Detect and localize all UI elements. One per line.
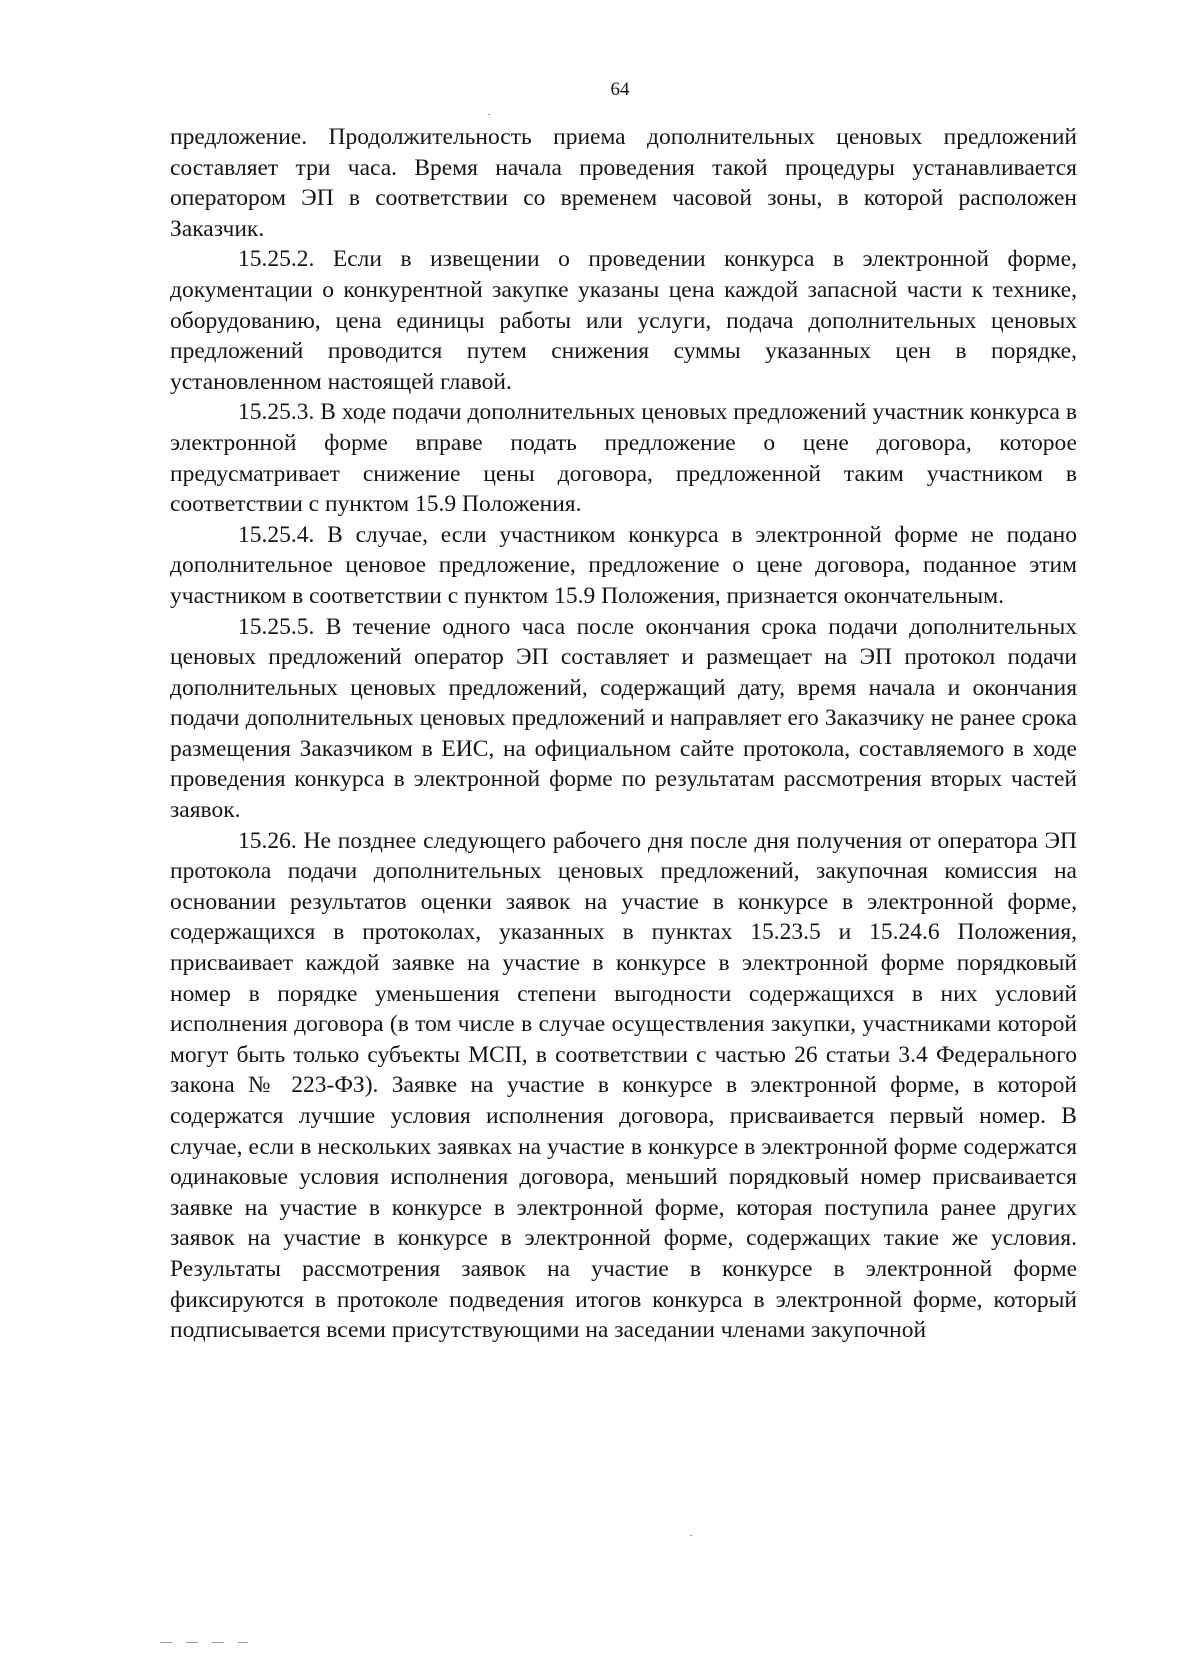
paragraph-continuation: предложение. Продолжительность приема дополнительных ценовых предложений составляет три часа. Время начала проведения такой процедуры устанавливается оператором ЭП в соответствии со временем часовой зоны, в которой расположен Заказчик. xyxy=(170,124,1077,242)
page-number: 64 xyxy=(610,79,630,100)
scan-speck xyxy=(160,1642,172,1643)
paragraph-15-25-5: 15.25.5. В течение одного часа после окончания срока подачи дополнительных ценовых предложений оператор ЭП составляет и размещает на ЭП протокол подачи дополнительных ценовых предложений, содержащий дату, время начала и окончания подачи дополнительных ценовых предложений и направляет его Заказчику не ранее срока размещения Заказчиком в ЕИС, на официальном сайте протокола, составляемого в ходе проведения конкурса в электронной форме по результатам рассмотрения вторых частей заявок. xyxy=(170,613,1077,824)
paragraph-15-25-2: 15.25.2. Если в извещении о проведении конкурса в электронной форме, документации о конкурентной закупке указаны цена каждой запасной части к технике, оборудованию, цена единицы работы или услуги, подача дополнительных ценовых предложений проводится путем снижения суммы указанных цен в порядке, установленном настоящей главой. xyxy=(170,246,1077,395)
scan-speck xyxy=(238,1642,248,1643)
scan-speck xyxy=(186,1642,198,1643)
paragraph-15-26: 15.26. Не позднее следующего рабочего дня после дня получения от оператора ЭП протокола подачи дополнительных ценовых предложений, закупочная комиссия на основании результатов оценки заявок на участие в конкурсе в электронной форме, содержащихся в протоколах, указанных в пунктах 15.23.5 и 15.24.6 Положения, присваивает каждой заявке на участие в конкурсе в электронной форме порядковый номер в порядке уменьшения степени выгодности содержащихся в них условий исполнения договора (в том числе в случае осуществления закупки, участниками которой могут быть только субъекты МСП, в соответствии с частью 26 статьи 3.4 Федерального закона № 223-ФЗ). Заявке на участие в конкурсе в электронной форме, в которой содержатся лучшие условия исполнения договора, присваивается первый номер. В случае, если в нескольких заявках на участие в конкурсе в электронной форме содержатся одинаковые условия исполнения договора, меньший порядковый номер присваивается заявке на участие в конкурсе в электронной форме, которая поступила ранее других заявок на участие в конкурсе в электронной форме, содержащих такие же условия. Результаты рассмотрения заявок на участие в конкурсе в электронной форме фиксируются в протоколе подведения итогов конкурса в электронной форме, который подписывается всеми присутствующими на заседании членами закупочной xyxy=(170,827,1077,1344)
document-body xyxy=(170,122,1077,1346)
scan-speck xyxy=(690,1535,692,1536)
paragraph-15-25-4: 15.25.4. В случае, если участником конкурса в электронной форме не подано дополнительное ценовое предложение, предложение о цене договора, поданное этим участником в соответствии с пунктом 15.9 Положения, признается окончательным. xyxy=(170,521,1077,609)
scan-speck xyxy=(488,114,490,115)
paragraph-15-25-3: 15.25.3. В ходе подачи дополнительных ценовых предложений участник конкурса в электронной форме вправе подать предложение о цене договора, которое предусматривает снижение цены договора, предложенной таким участником в соответствии с пунктом 15.9 Положения. xyxy=(170,399,1077,518)
scan-speck xyxy=(212,1642,224,1643)
